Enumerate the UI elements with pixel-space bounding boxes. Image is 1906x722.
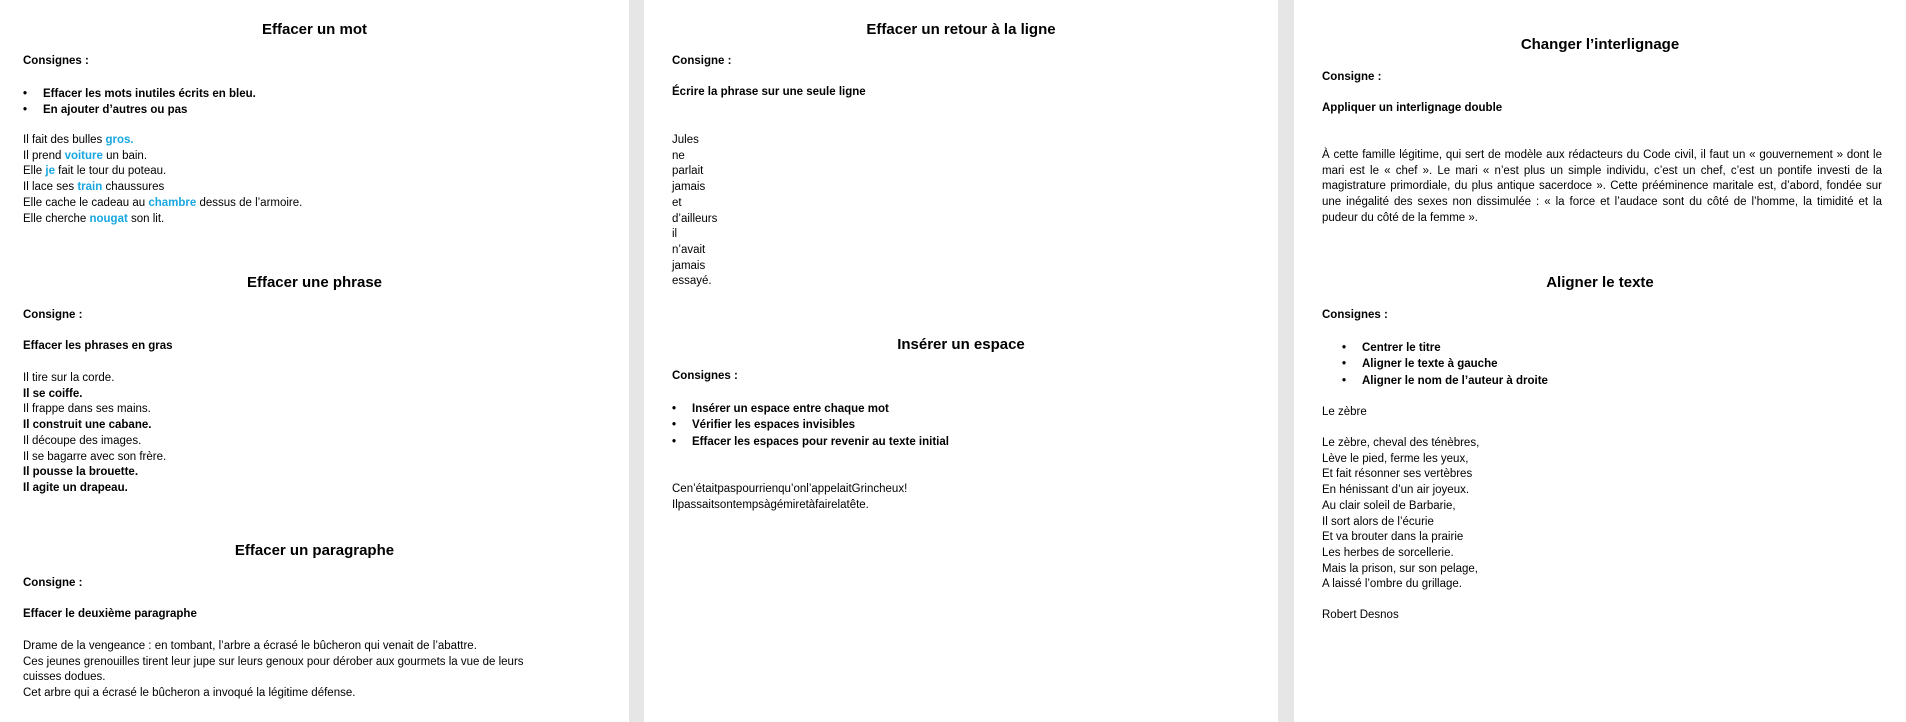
instruction-item: • Effacer les espaces pour revenir au texte initial [672,434,949,450]
poem-line: Mais la prison, sur son pelage, [1322,562,1478,575]
exercise-line: Il prend voiture un bain. [23,149,148,162]
word-line: jamais [672,181,706,194]
paragraph: À cette famille légitime, qui sert de modèle aux rédacteurs du Code civil, il faut un « gouvernement » dont le mari est le « chef ». Le mari « n’est plus un simple individu, c’est un chef, c’est un pontife investi de la magistrature primordiale, du plus antique sacerdoce ». Cette prééminence maritale est, d’abord, fondée sur une inégalité des sexes non dissimulée : « la force et l’audace sont du côté de l’homme, la timidité et la pudeur du côté de la femme ». [1322,149,1882,224]
instruction-list [1342,340,1548,389]
exercise-line: Il lace ses train chaussures [23,181,165,194]
sentence-line-bold: Il agite un drapeau. [23,481,128,494]
exercise-line: Il fait des bulles gros. [23,134,134,146]
poem-line: Lève le pied, ferme les yeux, [1322,452,1469,465]
sentence-line-bold: Il pousse la brouette. [23,466,139,479]
instruction-item: • Centrer le titre [1342,340,1548,356]
word-lines [672,133,717,290]
consigne-label: Consignes : [23,55,89,67]
word-line: et [672,196,682,209]
consigne-label: Consigne : [1322,71,1382,83]
document-page-1 [0,0,629,722]
word-line: parlait [672,165,704,178]
exercise-lines [23,371,166,497]
poem-line: Et va brouter dans la prairie [1322,531,1464,544]
paragraph: Ces jeunes grenouilles tirent leur jupe sur leurs genoux pour dérober aux gourmets la vue de leurs cuisses dodues. [23,655,524,684]
word-line: jamais [672,259,706,272]
poem-line: Il sort alors de l’écurie [1322,515,1434,528]
consigne-label: Consignes : [672,370,738,382]
instruction-item: • Insérer un espace entre chaque mot [672,401,949,417]
sentence-line: Il frappe dans ses mains. [23,403,151,416]
poem-title: Le zèbre [1322,406,1367,418]
poem-line: Au clair soleil de Barbarie, [1322,499,1456,512]
exercise-lines [672,482,907,513]
sentence-line: Il tire sur la corde. [23,372,115,384]
poem-line: Les herbes de sorcellerie. [1322,546,1454,559]
word-line: essayé. [672,275,712,288]
instruction-item: • En ajouter d’autres ou pas [23,102,256,118]
word-line: n’avait [672,243,706,256]
exercise-line: Elle je fait le tour du poteau. [23,165,167,178]
exercise-line: Elle cherche nougat son lit. [23,212,165,225]
consigne-label: Consigne : [672,55,732,67]
instruction-item: • Effacer les mots inutiles écrits en bleu. [23,86,256,102]
paragraph: Cet arbre qui a écrasé le bûcheron a invoqué la légitime défense. [23,687,356,700]
section-title-aligner-le-texte: Aligner le texte [1546,274,1654,291]
poem-line: Le zèbre, cheval des ténèbres, [1322,437,1480,449]
exercise-lines [23,133,302,227]
poem-lines [1322,436,1479,593]
section-title-effacer-un-paragraphe: Effacer un paragraphe [234,542,395,559]
instruction-item: • Vérifier les espaces invisibles [672,417,949,433]
consigne-label: Consigne : [23,309,83,321]
poem-line: Et fait résonner ses vertèbres [1322,468,1473,481]
sentence-line: Il découpe des images. [23,434,142,447]
instruction-text: Effacer les phrases en gras [23,340,173,352]
word-line: ne [672,149,685,162]
instruction-text: Appliquer un interlignage double [1322,102,1503,114]
word-line: il [672,228,678,241]
word-line: Jules [672,134,699,146]
exercise-line: Cen’étaitpaspourrienqu’onl’appelaitGrincheux! [672,483,908,495]
section-title-effacer-une-phrase: Effacer une phrase [246,274,383,291]
poem-line: A laissé l’ombre du grillage. [1322,578,1462,591]
poem-author: Robert Desnos [1322,609,1399,621]
consigne-label: Consigne : [23,577,83,589]
exercise-line: Ilpassaitsontempsàgémiretàfairelatête. [672,498,869,511]
instruction-list [672,401,949,450]
poem-line: En hénissant d’un air joyeux. [1322,484,1470,497]
document-page-3 [1294,0,1906,722]
sentence-line-bold: Il se coiffe. [23,387,83,400]
section-title-effacer-un-retour: Effacer un retour à la ligne [866,21,1056,38]
paragraph: Drame de la vengeance : en tombant, l’arbre a écrasé le bûcheron qui venait de l’abattre. [23,640,477,652]
section-title-inserer-un-espace: Insérer un espace [897,336,1025,353]
instruction-item: • Aligner le texte à gauche [1342,356,1548,372]
sentence-line-bold: Il construit une cabane. [23,419,152,432]
instruction-text: Écrire la phrase sur une seule ligne [672,86,866,98]
sentence-line: Il se bagarre avec son frère. [23,450,167,463]
document-page-2 [644,0,1278,722]
consigne-label: Consignes : [1322,309,1388,321]
word-line: d’ailleurs [672,212,718,225]
section-title-changer-interlignage: Changer l’interlignage [1520,36,1680,53]
section-title-effacer-un-mot: Effacer un mot [261,21,367,38]
instruction-list [23,86,256,119]
instruction-text: Effacer le deuxième paragraphe [23,608,197,620]
instruction-item: • Aligner le nom de l’auteur à droite [1342,373,1548,389]
paragraphs [23,639,543,702]
exercise-line: Elle cache le cadeau au chambre dessus de l’armoire. [23,196,303,209]
